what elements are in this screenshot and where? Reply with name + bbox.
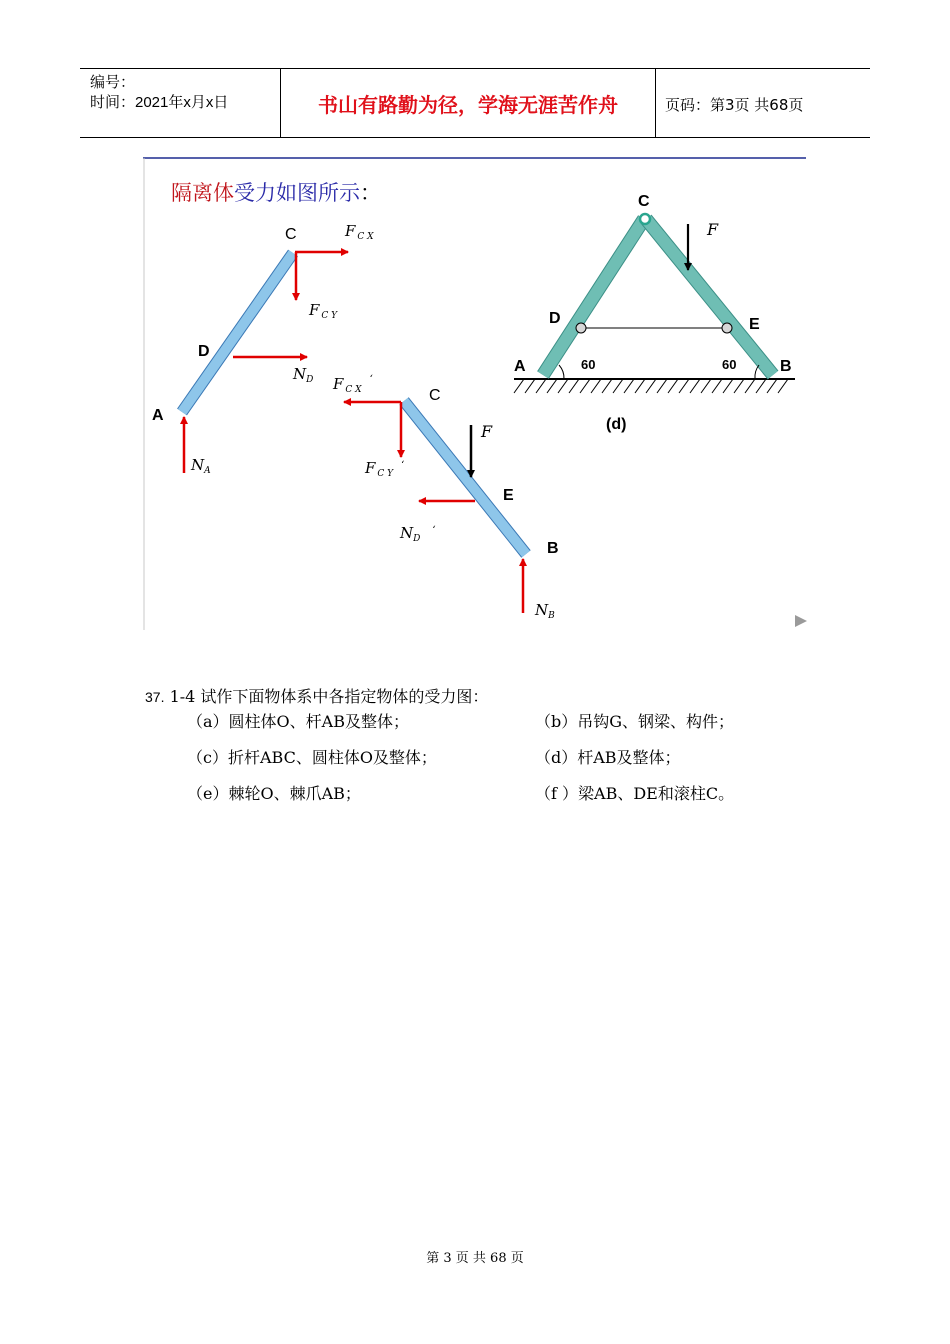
bar-ac [182,253,293,412]
label-nd-left: $N_D$ [293,365,314,385]
page-info: 页码：第3页 共68页 [665,96,804,114]
question-number: 37. [145,689,165,705]
frame-member-cb [646,219,773,375]
question-item-f: （f ）梁AB、DE和滚柱C。 [535,784,735,803]
pin-e [722,323,732,333]
middle-free-body [332,374,559,621]
structure-diagram-d [514,193,795,433]
label-c-left: C [285,226,297,243]
force-diagram-svg [143,157,808,632]
label-nd-prime: $N_D^‘$ [400,524,436,544]
label-d-left: D [198,343,210,360]
date-label: 时间：2021年x月x日 [90,94,229,111]
label-f-mid: F [481,422,493,441]
label-fcy-left: F $_{C Y}$ [309,301,338,321]
question-heading [145,684,488,707]
label-f-frame: F [707,220,719,239]
label-c-frame: C [638,193,650,210]
page-footer: 第 3 页 共 68 页 [426,1251,524,1266]
label-angle-a: 60 [581,357,596,372]
label-nb: $N_B$ [535,601,555,621]
label-fcx-prime: F $_{C X}$‘ [333,374,373,395]
bar-cb [404,401,526,554]
header-motto-cell [280,69,656,137]
label-b-mid: B [547,540,559,557]
label-b-frame: B [780,358,792,375]
serial-label: 编号： [90,74,136,91]
angle-arc-a [559,365,564,379]
title-part-blue: 受力如图所示 [234,181,360,205]
page-header [80,68,870,138]
label-e-mid: E [503,487,514,504]
label-angle-b: 60 [722,357,737,372]
label-c-mid: C [429,387,441,404]
header-right-cell [655,69,870,137]
ground-hatching [514,379,788,393]
left-free-body [152,222,374,476]
question-item-b: （b）吊钩G、钢梁、构件； [535,712,735,731]
label-fcx-left: F $_{C X}$ [345,222,374,242]
title-part-red: 隔离体 [171,181,234,205]
header-left-cell [80,69,280,137]
label-na-left: $N_A$ [191,456,211,476]
pin-d [576,323,586,333]
motto-text: 书山有路勤为径，学海无涯苦作舟 [318,93,618,117]
question-title: 1-4 试作下面物体系中各指定物体的受力图： [169,687,489,706]
caption-d: (d) [606,416,627,433]
label-a-frame: A [514,358,526,375]
question-item-e: （e）棘轮O、棘爪AB； [187,784,361,803]
label-e-frame: E [749,316,760,333]
label-fcy-prime: F $_{C Y}$‘ [365,459,405,479]
question-item-c: （c）折杆ABC、圆柱体O及整体； [187,748,437,767]
figure-title [171,181,381,205]
question-item-a: （a）圆柱体O、杆AB及整体； [187,712,409,731]
frame-member-ac [543,219,644,375]
play-arrow-icon[interactable] [795,615,807,627]
title-colon: ： [360,181,381,205]
label-a-left: A [152,407,164,424]
label-d-frame: D [549,310,561,327]
question-item-d: （d）杆AB及整体； [535,748,681,767]
force-diagram-figure [143,157,808,632]
hinge-c [640,214,650,224]
